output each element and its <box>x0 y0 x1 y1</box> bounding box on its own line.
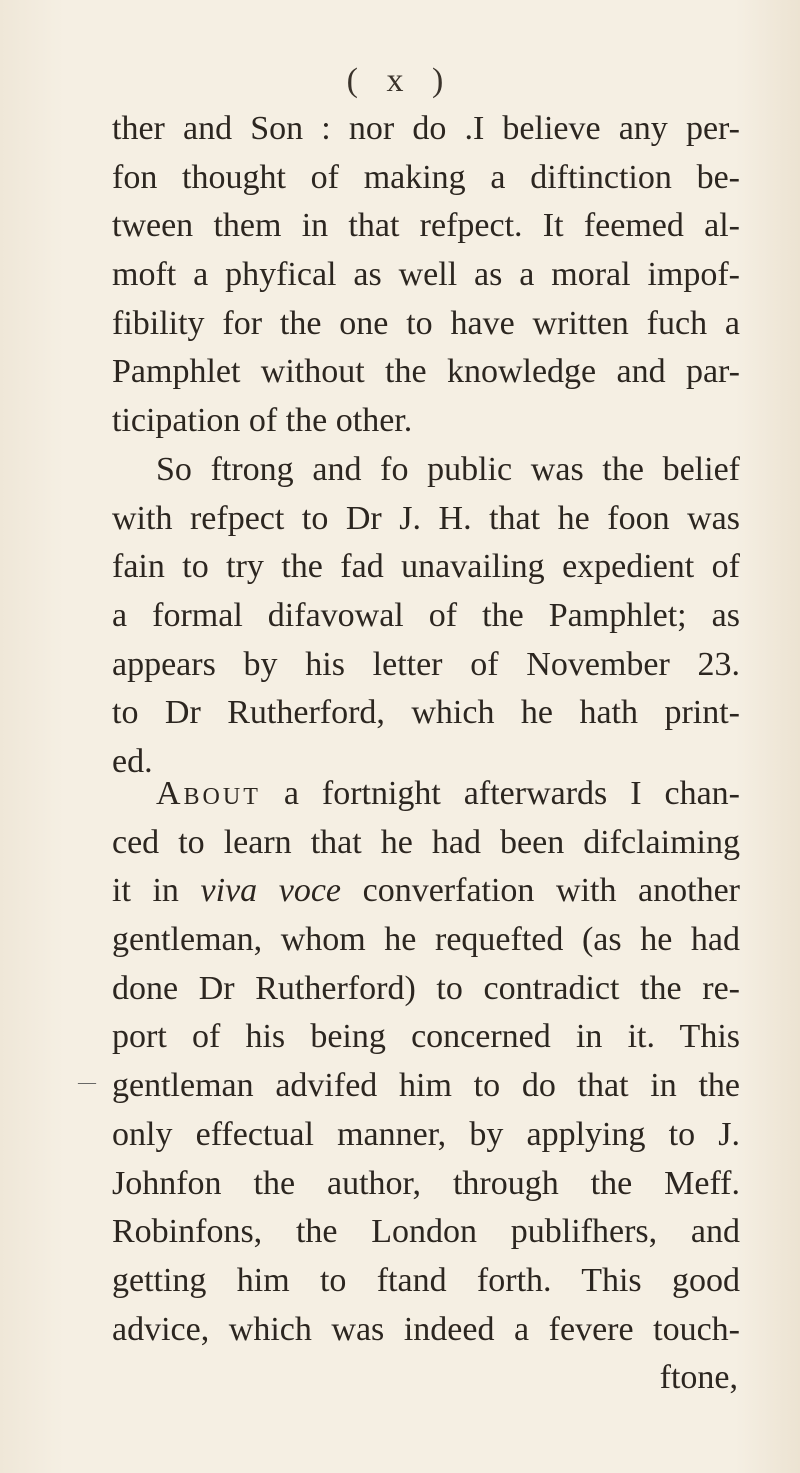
text-line: fain to try the fad unavailing expedient of <box>112 548 740 586</box>
text-line: moft a phyfical as well as a moral impof- <box>112 256 740 294</box>
text-line: gentleman advifed him to do that in the <box>112 1067 740 1105</box>
text-line: ced to learn that he had been difclaiming <box>112 823 740 861</box>
text-line: ther and Son : nor do .I believe any per- <box>112 110 740 147</box>
text-line: So ftrong and fo public was the belief <box>156 451 740 488</box>
paragraph-2 <box>112 446 740 787</box>
text-line: Johnfon the author, through the Meff. <box>112 1164 740 1202</box>
text-line: done Dr Rutherford) to contradict the re- <box>112 969 740 1007</box>
text-span: a fortnight afterwards I chan- <box>260 775 740 812</box>
text-line: fibility for the one to have written fuch a <box>112 304 740 342</box>
text-line: advice, which was indeed a fevere touch- <box>112 1310 740 1348</box>
text-line <box>112 770 740 819</box>
text-line: only effectual manner, by applying to J. <box>112 1115 740 1153</box>
text-line: Robinfons, the London publifhers, and <box>112 1213 740 1251</box>
text-line: appears by his letter of November 23. <box>112 645 740 683</box>
text-span: converfation with another <box>341 872 741 910</box>
text-line <box>112 867 740 916</box>
small-caps-opening-word: About <box>156 775 261 812</box>
text-line: with refpect to Dr J. H. that he foon was <box>112 499 740 537</box>
text-line: gentleman, whom he requefted (as he had <box>112 921 740 959</box>
text-line: tween them in that refpect. It feemed al- <box>112 207 740 245</box>
text-line: Pamphlet without the knowledge and par- <box>112 353 740 391</box>
paragraph-3 <box>112 770 740 1403</box>
margin-mark: — <box>78 1072 96 1092</box>
text-line: getting him to ftand forth. This good <box>112 1261 740 1299</box>
text-span: it in <box>112 872 201 910</box>
catchword: ftone, <box>659 1359 738 1397</box>
italic-phrase: viva voce <box>200 872 342 910</box>
text-line: fon thought of making a diftinction be- <box>112 158 740 196</box>
text-line: ed. <box>112 743 153 781</box>
text-line: ticipation of the other. <box>112 402 413 440</box>
text-line: a formal difavowal of the Pamphlet; as <box>112 597 740 635</box>
paragraph-1 <box>112 105 740 446</box>
text-line: to Dr Rutherford, which he hath print- <box>112 694 740 732</box>
page-number-header: ( x ) <box>346 62 454 99</box>
text-line: port of his being concerned in it. This <box>112 1018 740 1056</box>
